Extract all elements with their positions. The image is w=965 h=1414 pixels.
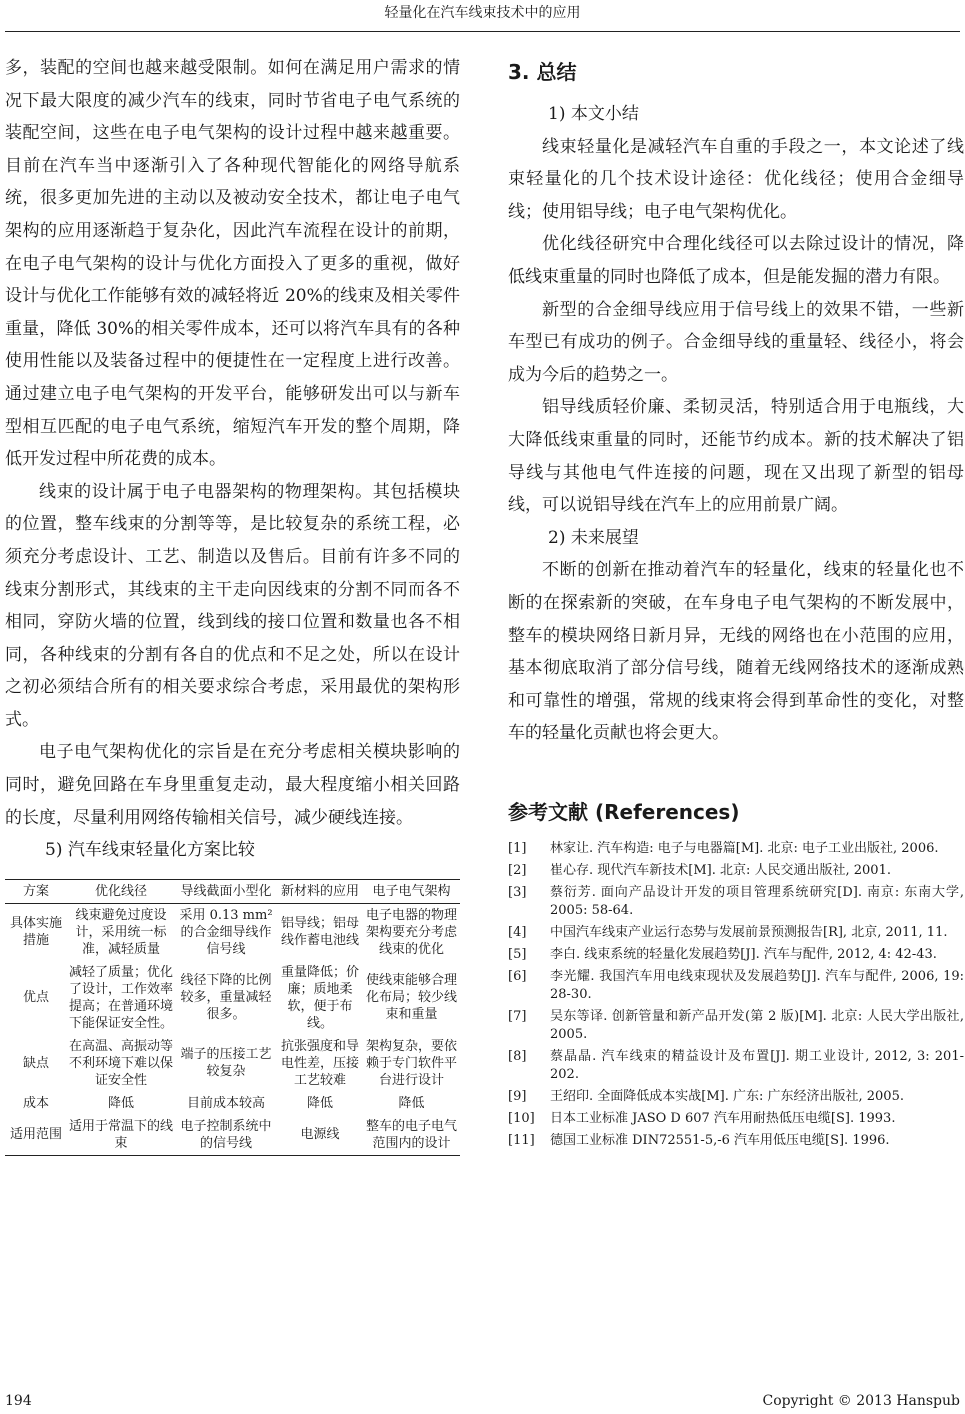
table-header-cell: 导线截面小型化 [175, 879, 277, 903]
reference-text: 蔡晶晶. 汽车线束的精益设计及布置[J]. 期工业设计, 2012, 3: 201-202. [550, 1048, 964, 1082]
paragraph-continued: 多，装配的空间也越来越受限制。如何在满足用户需求的情况下最大限度的减少汽车的线束，同时节省电子电气系统的装配空间，这些在电子电气架构的设计过程中越来越重要。目前在汽车当中逐渐引入了各种现代智能化的网络导航系统，很多更加先进的主动以及被动安全技术，都让电子电气架构的应用逐渐趋于复杂化，因此汽车流程在设计的前期，在电子电气架构的设计与优化方面投入了更多的重视，做好设计与优化工作能够有效的减轻将近 20%的线束及相关零件重量，降低 30%的相关零件成本，还可以将汽车具有的各种使用性能以及装备过程中的便捷性在一定程度上进行改善。通过建立电子电气架构的开发平台，能够研发出可以与新车型相互匹配的电子电气系统，缩短汽车开发的整个周期，降低开发过程中所花费的成本。 [5, 58, 460, 470]
reference-text: 吴东等译. 创新管量和新产品开发(第 2 版)[M]. 北京: 人民大学出版社, 2005. [550, 1008, 964, 1042]
reference-number: [7] [508, 1008, 527, 1024]
paragraph-aluminum-wire: 铝导线质轻价廉、柔韧灵活，特别适合用于电瓶线，大大降低线束重量的同时，还能节约成本。新的技术解决了铝导线与其他电气件连接的问题，现在又出现了新型的铝母线，可以说铝导线在汽车上的应用前景广阔。 [508, 397, 964, 516]
table-cell: 适用于常温下的线束 [67, 1115, 175, 1156]
table-cell: 电源线 [277, 1115, 363, 1156]
reference-number: [5] [508, 946, 527, 962]
table-cell: 铝导线；铝母线作蓄电池线 [280, 916, 359, 949]
table-cell: 缺点 [22, 1055, 49, 1071]
table-header-cell: 新材料的应用 [277, 879, 363, 903]
reference-item [508, 924, 964, 942]
table-cell: 架构复杂，要依赖于专门软件平台进行设计 [365, 1038, 457, 1088]
table-cell: 降低 [306, 1095, 333, 1111]
reference-number: [8] [508, 1048, 527, 1064]
reference-number: [2] [508, 862, 527, 878]
table-row [5, 1115, 460, 1156]
table-cell: 线束避免过度设计，采用统一标准，减轻质量 [75, 907, 167, 957]
paragraph-outlook: 不断的创新在推动着汽车的轻量化，线束的轻量化也不断的在探索新的突破，在车身电子电气架构的不断发展中，整车的模块网络日新月异，无线的网络也在小范围的应用，基本彻底取消了部分信号线，随着无线网络技术的逐渐成熟和可靠性的增强，常规的线束将会得到革命性的变化，对整车的轻量化贡献也将会更大。 [508, 560, 964, 744]
table-cell: 端子的压接工艺较复杂 [180, 1047, 272, 1080]
table-header-row [5, 879, 460, 903]
reference-item [508, 862, 964, 880]
table-cell: 抗张强度和导电性差，压接工艺较难 [280, 1038, 359, 1088]
table-header-cell: 方案 [5, 879, 67, 903]
reference-number: [10] [508, 1110, 535, 1126]
running-header: 轻量化在汽车线束技术中的应用 [384, 5, 581, 21]
comparison-table [5, 879, 460, 1156]
table-cell: 适用范围 [5, 1115, 67, 1156]
table-cell: 电子电器的物理架构要充分考虑线束的优化 [365, 907, 457, 957]
section-title-summary: 3. 总结 [508, 60, 577, 84]
table-header-cell: 优化线径 [67, 879, 175, 903]
table-row [5, 903, 460, 961]
table-cell: 使线束能够合理化布局；较少线束和重量 [365, 973, 457, 1023]
table-cell: 在高温、高振动等不利环境下难以保证安全性 [69, 1038, 174, 1088]
table-cell: 采用 0.13 mm² 的合金细导线作信号线 [179, 907, 273, 957]
reference-text: 李光耀. 我国汽车用电线束现状及发展趋势[J]. 汽车与配件, 2006, 19: 28-30. [550, 968, 964, 1002]
reference-text: 崔心存. 现代汽车新技术[M]. 北京: 人民交通出版社, 2001. [550, 862, 891, 878]
references-title: 参考文献 (References) [508, 799, 740, 824]
reference-number: [3] [508, 884, 527, 900]
reference-text: 王绍印. 全面降低成本实战[M]. 广东: 广东经济出版社, 2005. [550, 1088, 904, 1104]
right-column [508, 52, 964, 1154]
table-cell: 整车的电子电气范围内的设计 [363, 1115, 460, 1156]
table-cell: 降低 [398, 1095, 425, 1111]
table-cell: 成本 [22, 1095, 49, 1111]
reference-item [508, 884, 964, 920]
reference-item [508, 946, 964, 964]
table-caption: 5) 汽车线束轻量化方案比较 [45, 840, 255, 861]
reference-text: 日本工业标准 JASO D 607 汽车用耐热低压电缆[S]. 1993. [550, 1110, 896, 1126]
table-cell: 减轻了质量；优化了设计，工作效率提高；在普通环境下能保证安全性。 [69, 964, 174, 1031]
reference-list [508, 840, 964, 1150]
table-row [5, 961, 460, 1035]
table-cell: 降低 [107, 1095, 134, 1111]
reference-item [508, 840, 964, 858]
reference-item [508, 968, 964, 1004]
table-cell: 具体实施措施 [9, 916, 62, 949]
header-rule [5, 31, 960, 32]
reference-text: 蔡衍芳. 面向产品设计开发的项目管理系统研究[D]. 南京: 东南大学, 2005: 58-64. [550, 884, 964, 918]
table-cell: 目前成本较高 [186, 1095, 265, 1111]
left-column [5, 52, 460, 1156]
reference-number: [9] [508, 1088, 527, 1104]
reference-item [508, 1132, 964, 1150]
paragraph-summary: 线束轻量化是减轻汽车自重的手段之一，本文论述了线束轻量化的几个技术设计途径：优化线径；使用合金细导线；使用铝导线；电子电气架构优化。 [508, 136, 964, 222]
copyright-notice: Copyright © 2013 Hanspub [762, 1393, 960, 1409]
paragraph-wire-gauge: 优化线径研究中合理化线径可以去除过设计的情况，降低线束重量的同时也降低了成本，但是能发掘的潜力有限。 [508, 234, 964, 287]
subsection-outlook: 2) 未来展望 [548, 527, 639, 548]
reference-text: 中国汽车线束产业运行态势与发展前景预测报告[R], 北京, 2011, 11. [550, 924, 948, 940]
table-cell: 电子控制系统中的信号线 [175, 1115, 277, 1156]
reference-number: [6] [508, 968, 527, 984]
subsection-summary: 1) 本文小结 [548, 104, 639, 124]
paragraph-alloy-wire: 新型的合金细导线应用于信号线上的效果不错，一些新车型已有成功的例子。合金细导线的重量轻、线径小，将会成为今后的趋势之一。 [508, 299, 964, 385]
table-cell: 优点 [22, 990, 49, 1006]
table-header-cell: 电子电气架构 [363, 879, 460, 903]
paragraph-architecture-optimization: 电子电气架构优化的宗旨是在充分考虑相关模块影响的同时，避免回路在车身里重复走动，最大程度缩小相关回路的长度，尽量利用网络传输相关信号，减少硬线连接。 [5, 742, 460, 828]
paragraph-harness-design: 线束的设计属于电子电器架构的物理架构。其包括模块的位置，整车线束的分割等等，是比较复杂的系统工程，必须充分考虑设计、工艺、制造以及售后。目前有许多不同的线束分割形式，其线束的主干走向因线束的分割不同而各不相同，穿防火墙的位置，线到线的接口位置和数量也各不相同，各种线束的分割有各自的优点和不足之处，所以在设计之初必须结合所有的相关要求综合考虑，采用最优的架构形式。 [5, 481, 460, 730]
reference-text: 李白. 线束系统的轻量化发展趋势[J]. 汽车与配件, 2012, 4: 42-43. [550, 946, 937, 962]
reference-number: [1] [508, 840, 527, 856]
reference-item [508, 1088, 964, 1106]
reference-number: [11] [508, 1132, 535, 1148]
table-cell: 线径下降的比例较多，重量减轻很多。 [180, 973, 272, 1023]
reference-text: 林家让. 汽车构造: 电子与电器篇[M]. 北京: 电子工业出版社, 2006. [550, 840, 939, 856]
reference-item [508, 1110, 964, 1128]
table-row [5, 1092, 460, 1115]
table-cell: 重量降低；价廉；质地柔软，便于布线。 [280, 964, 359, 1031]
reference-item [508, 1048, 964, 1084]
table-row [5, 1035, 460, 1092]
page-number: 194 [5, 1393, 32, 1409]
reference-item [508, 1008, 964, 1044]
reference-text: 德国工业标准 DIN72551-5,-6 汽车用低压电缆[S]. 1996. [550, 1132, 890, 1148]
reference-number: [4] [508, 924, 527, 940]
